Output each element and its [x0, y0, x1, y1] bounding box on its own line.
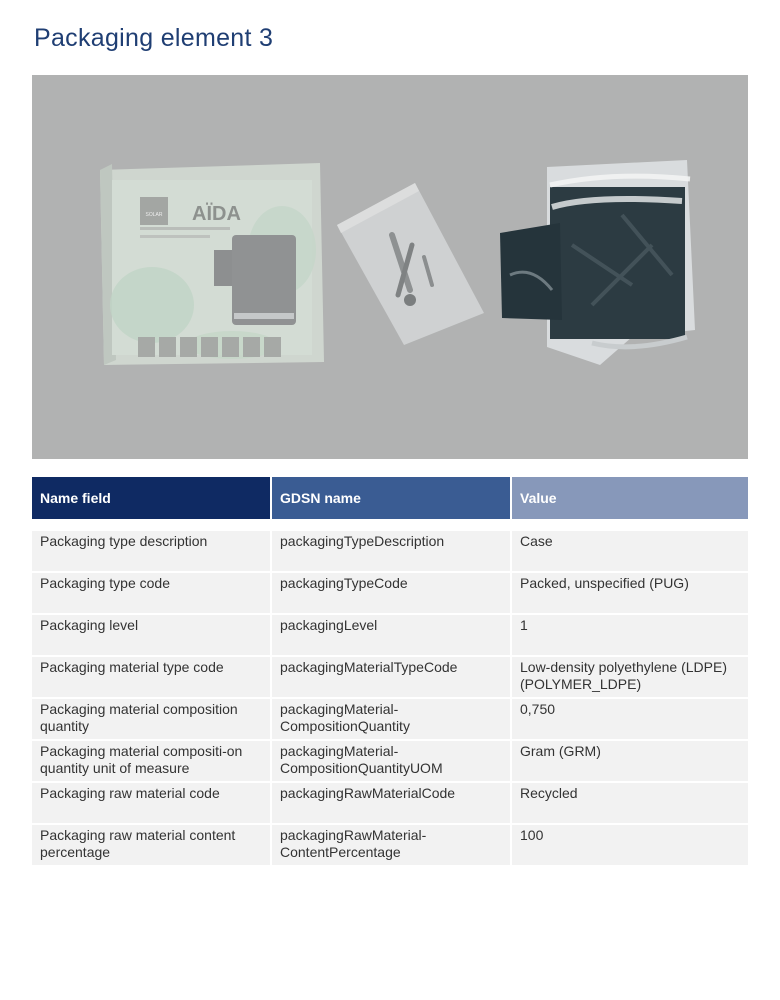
value-cell: Case: [510, 531, 748, 573]
value-cell: Recycled: [510, 783, 748, 825]
gdsn-name-cell: packagingMaterial-CompositionQuantity: [270, 699, 510, 741]
screw-bag: [337, 183, 484, 345]
name-field-cell: Packaging material composition quantity: [32, 699, 270, 741]
gdsn-name-cell: packagingTypeCode: [270, 573, 510, 615]
page-title: Packaging element 3: [34, 24, 274, 52]
value-cell: 0,750: [510, 699, 748, 741]
packaging-table: [32, 477, 748, 867]
name-field-cell: Packaging material compositi-on quantity unit of measure: [32, 741, 270, 783]
table-row: [32, 615, 748, 657]
header-gdsn-name: GDSN name: [270, 477, 510, 519]
table-row: [32, 657, 748, 699]
table-row: [32, 531, 748, 573]
table-row: [32, 699, 748, 741]
name-field-cell: Packaging material type code: [32, 657, 270, 699]
table-row: [32, 741, 748, 783]
table-row: [32, 573, 748, 615]
name-field-cell: Packaging type description: [32, 531, 270, 573]
table-row: [32, 825, 748, 867]
gdsn-name-cell: packagingMaterial-CompositionQuantityUOM: [270, 741, 510, 783]
product-photo: [32, 75, 748, 459]
header-name-field: Name field: [32, 477, 270, 519]
name-field-cell: Packaging raw material content percentage: [32, 825, 270, 867]
value-cell: Gram (GRM): [510, 741, 748, 783]
gdsn-name-cell: packagingRawMaterialCode: [270, 783, 510, 825]
header-value: Value: [510, 477, 748, 519]
name-field-cell: Packaging level: [32, 615, 270, 657]
gdsn-name-cell: packagingTypeDescription: [270, 531, 510, 573]
value-cell: 100: [510, 825, 748, 867]
value-cell: 1: [510, 615, 748, 657]
table-header-row: [32, 477, 748, 519]
gdsn-name-cell: packagingLevel: [270, 615, 510, 657]
gdsn-name-cell: packagingMaterialTypeCode: [270, 657, 510, 699]
gdsn-name-cell: packagingRawMaterial-ContentPercentage: [270, 825, 510, 867]
box-brand: AÏDA: [192, 203, 241, 225]
box-logo: SOLAR: [145, 212, 163, 218]
value-cell: Packed, unspecified (PUG): [510, 573, 748, 615]
name-field-cell: Packaging type code: [32, 573, 270, 615]
table-row: [32, 783, 748, 825]
retail-box: [100, 163, 324, 365]
wrapped-lamp: [500, 160, 695, 365]
name-field-cell: Packaging raw material code: [32, 783, 270, 825]
value-cell: Low-density polyethylene (LDPE)(POLYMER_LDPE): [510, 657, 748, 699]
